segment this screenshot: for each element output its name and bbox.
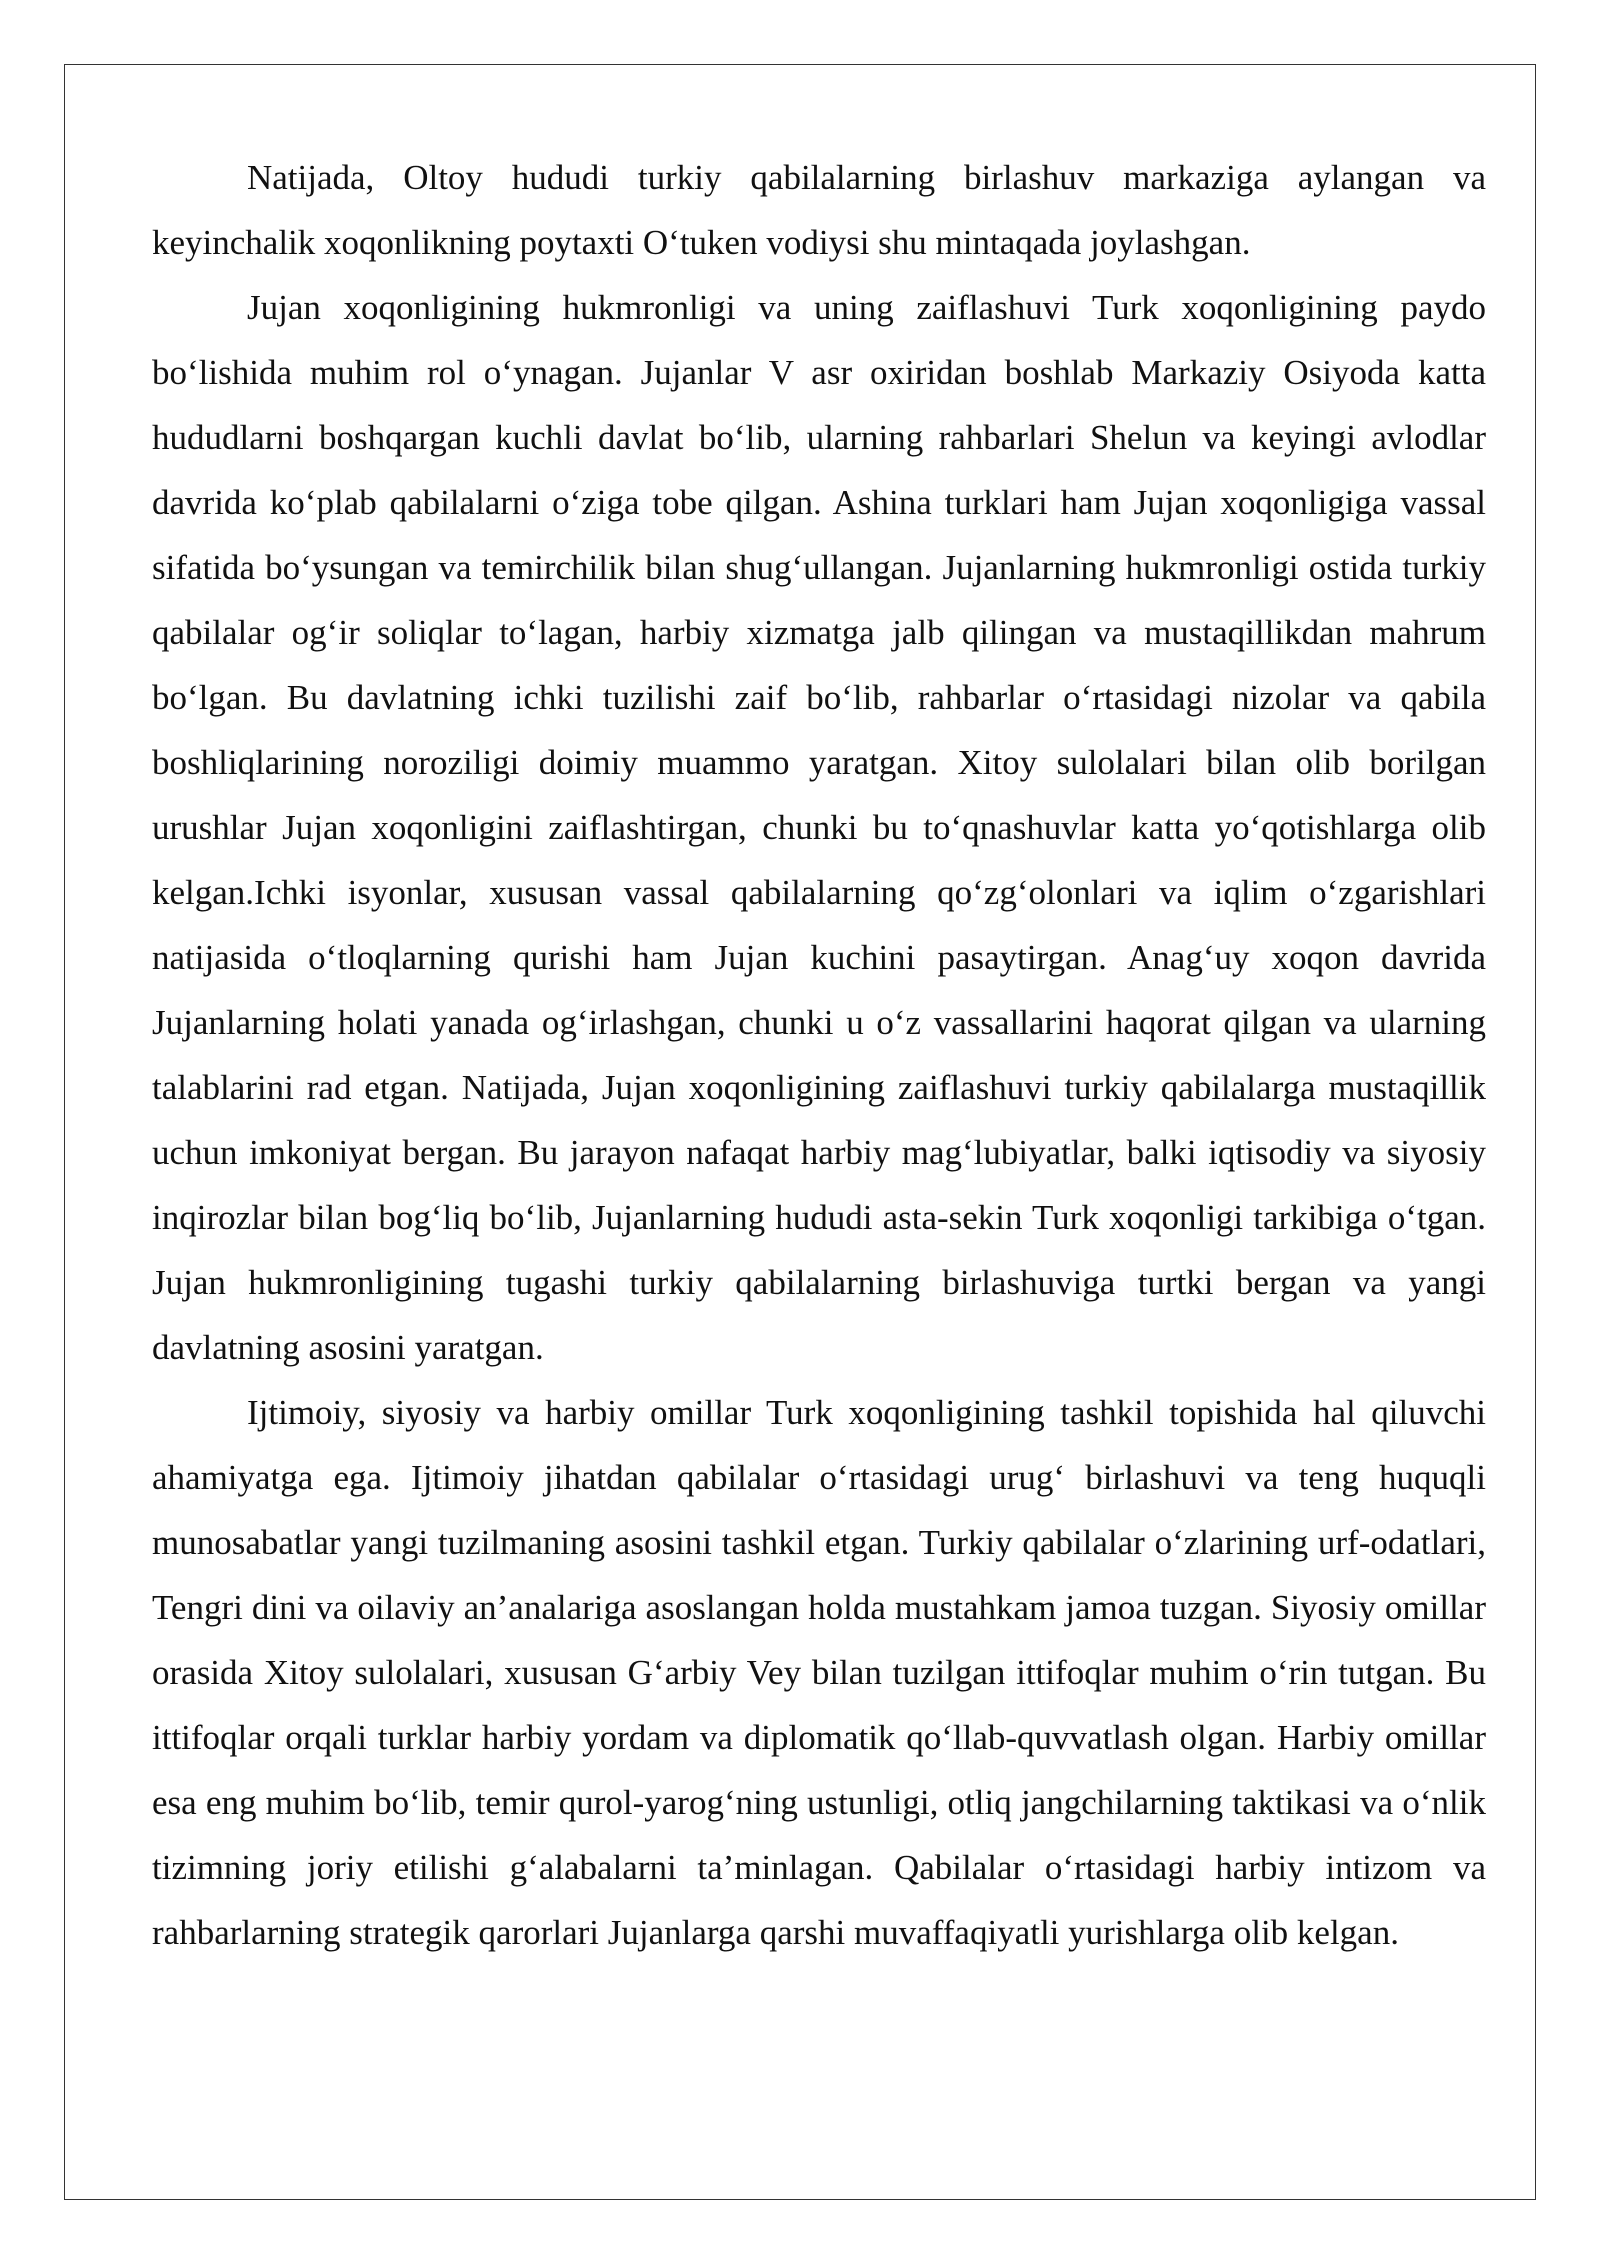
paragraph-1: Natijada, Oltoy hududi turkiy qabilalarning birlashuv markaziga aylangan va keyinchalik xoqonlikning poytaxti Oʻtuken vodiysi shu mintaqada joylashgan. <box>152 158 1486 262</box>
paragraph-2: Jujan xoqonligining hukmronligi va uning zaiflashuvi Turk xoqonligining paydo boʻlishida muhim rol oʻynagan. Jujanlar V asr oxiridan boshlab Markaziy Osiyoda katta hududlarni boshqargan kuchli davlat boʻlib, ularning rahbarlari Shelun va keyingi avlodlar davrida koʻplab qabilalarni oʻziga tobe qilgan. Ashina turklari ham Jujan xoqonligiga vassal sifatida boʻysungan va temirchilik bilan shugʻullangan. Jujanlarning hukmronligi ostida turkiy qabilalar ogʻir soliqlar toʻlagan, harbiy xizmatga jalb qilingan va mustaqillikdan mahrum boʻlgan. Bu davlatning ichki tuzilishi zaif boʻlib, rahbarlar oʻrtasidagi nizolar va qabila boshliqlarining noroziligi doimiy muammo yaratgan. Xitoy sulolalari bilan olib borilgan urushlar Jujan xoqonligini zaiflashtirgan, chunki bu toʻqnashuvlar katta yoʻqotishlarga olib kelgan.Ichki isyonlar, xususan vassal qabilalarning qoʻzgʻolonlari va iqlim oʻzgarishlari natijasida oʻtloqlarning qurishi ham Jujan kuchini pasaytirgan. Anagʻuy xoqon davrida Jujanlarning holati yanada ogʻirlashgan, chunki u oʻz vassallarini haqorat qilgan va ularning talablarini rad etgan. Natijada, Jujan xoqonligining zaiflashuvi turkiy qabilalarga mustaqillik uchun imkoniyat bergan. Bu jarayon nafaqat harbiy magʻlubiyatlar, balki iqtisodiy va siyosiy inqirozlar bilan bogʻliq boʻlib, Jujanlarning hududi asta-sekin Turk xoqonligi tarkibiga oʻtgan. Jujan hukmronligining tugashi turkiy qabilalarning birlashuviga turtki bergan va yangi davlatning asosini yaratgan. <box>152 288 1486 1367</box>
paragraph-3: Ijtimoiy, siyosiy va harbiy omillar Turk xoqonligining tashkil topishida hal qiluvchi ahamiyatga ega. Ijtimoiy jihatdan qabilalar oʻrtasidagi urugʻ birlashuvi va teng huquqli munosabatlar yangi tuzilmaning asosini tashkil etgan. Turkiy qabilalar oʻzlarining urf-odatlari, Tengri dini va oilaviy an’analariga asoslangan holda mustahkam jamoa tuzgan. Siyosiy omillar orasida Xitoy sulolalari, xususan Gʻarbiy Vey bilan tuzilgan ittifoqlar muhim oʻrin tutgan. Bu ittifoqlar orqali turklar harbiy yordam va diplomatik qoʻllab-quvvatlash olgan. Harbiy omillar esa eng muhim boʻlib, temir qurol-yarogʻning ustunligi, otliq jangchilarning taktikasi va oʻnlik tizimning joriy etilishi gʻalabalarni ta’minlagan. Qabilalar oʻrtasidagi harbiy intizom va rahbarlarning strategik qarorlari Jujanlarga qarshi muvaffaqiyatli yurishlarga olib kelgan. <box>152 1393 1486 1952</box>
document-body <box>152 145 1486 1965</box>
